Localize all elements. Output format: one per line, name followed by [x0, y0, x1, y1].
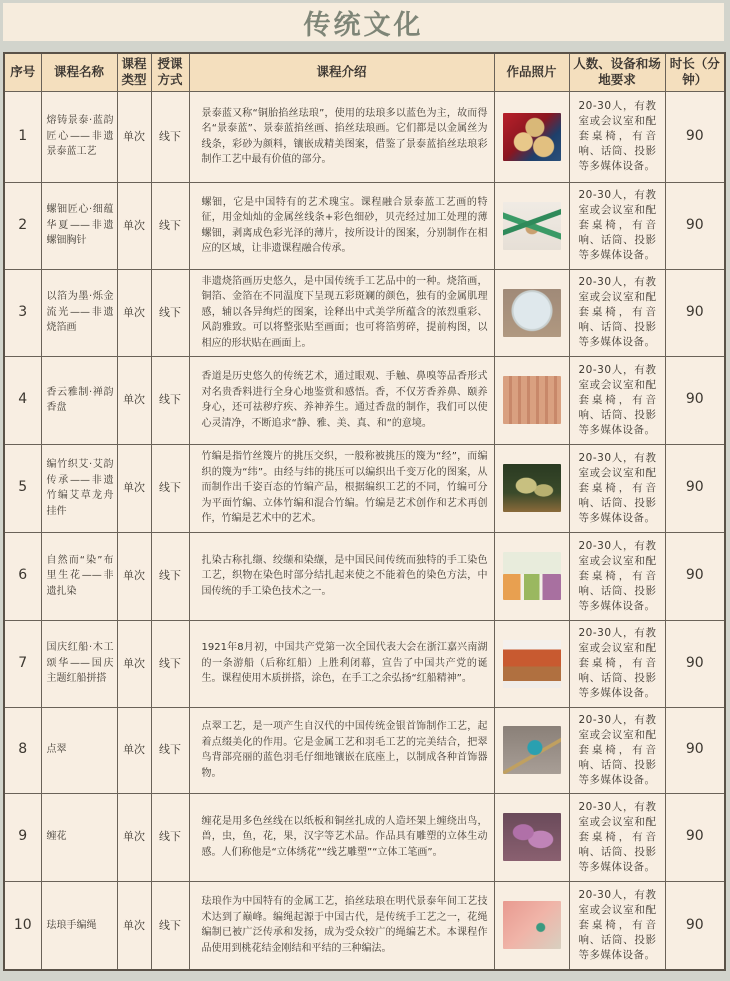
course-intro: 非遗烧箔画历史悠久，是中国传统手工艺品中的一种。烧箔画，铜箔、金箔在不同温度下呈现五彩斑斓的颜色，独有的金属肌理感，辅以各异绚烂的图案，诠释出中式美学所蕴含的浓烈重彩、风韵雅致。可以将整张贴至画面；也可将箔剪碎，提前构图，以相应的形状贴在画面上。	[189, 269, 494, 356]
course-intro: 1921年8月初，中国共产党第一次全国代表大会在浙江嘉兴南湖的一条游船（后称红船）上胜利闭幕，宣告了中国共产党的诞生。课程使用木质拼搭，涂色，在手工之余弘扬“红船精神”。	[189, 620, 494, 707]
header-index: 序号	[4, 53, 41, 91]
row-index: 10	[4, 881, 41, 970]
course-name: 珐琅手编绳	[41, 881, 117, 970]
course-type: 单次	[117, 532, 151, 620]
teaching-mode: 线下	[151, 91, 189, 182]
course-intro: 缠花是用多色丝线在以纸板和铜丝扎成的人造坯架上缠绕出鸟，兽，虫，鱼，花，果，汉字等艺术品。作品具有雕塑的立体生动感。人们称他是“立体绣花”“线艺雕塑”“立体工笔画”。	[189, 793, 494, 881]
silk-wrapped-flower-photo	[503, 813, 561, 861]
kingfisher-hairpin-photo	[503, 726, 561, 774]
course-intro: 竹编是指竹丝篾片的挑压交织，一般称被挑压的篾为“经”，而编织的篾为“纬”。由经与纬的挑压可以编织出千变万化的图案，从而制作出千姿百态的竹编产品，根据编织工艺的不同，竹编可分为平面竹编、立体竹编和混合竹编。竹编是艺术创作和艺术再创作，竹编是艺术中的艺术。	[189, 444, 494, 532]
work-photo-cell	[494, 881, 569, 970]
course-type: 单次	[117, 707, 151, 793]
teaching-mode: 线下	[151, 881, 189, 970]
duration: 90	[665, 269, 725, 356]
work-photo-cell	[494, 356, 569, 444]
course-name: 点翠	[41, 707, 117, 793]
work-photo-cell	[494, 182, 569, 269]
duration: 90	[665, 182, 725, 269]
table-row-6	[4, 532, 725, 620]
table-row-8	[4, 707, 725, 793]
row-index: 9	[4, 793, 41, 881]
row-index: 3	[4, 269, 41, 356]
requirements: 20-30人，有教室或会议室和配套桌椅，有音响、话筒、投影等多媒体设备。	[569, 356, 665, 444]
work-photo-cell	[494, 793, 569, 881]
duration: 90	[665, 881, 725, 970]
teaching-mode: 线下	[151, 793, 189, 881]
course-type: 单次	[117, 444, 151, 532]
header-mode: 授课方式	[151, 53, 189, 91]
requirements: 20-30人，有教室或会议室和配套桌椅，有音响、话筒、投影等多媒体设备。	[569, 707, 665, 793]
requirements: 20-30人，有教室或会议室和配套桌椅，有音响、话筒、投影等多媒体设备。	[569, 269, 665, 356]
tie-dye-samples-photo	[503, 552, 561, 600]
requirements: 20-30人，有教室或会议室和配套桌椅，有音响、话筒、投影等多媒体设备。	[569, 620, 665, 707]
table-row-5	[4, 444, 725, 532]
course-name: 以箔为墨·烁金流光——非遗烧箔画	[41, 269, 117, 356]
requirements: 20-30人，有教室或会议室和配套桌椅，有音响、话筒、投影等多媒体设备。	[569, 881, 665, 970]
course-intro: 扎染古称扎缬、绞缬和染缬，是中国民间传统而独特的手工染色工艺，织物在染色时部分结扎起来使之不能着色的染色方法，中国传统的手工染色技术之一。	[189, 532, 494, 620]
duration: 90	[665, 444, 725, 532]
title-banner	[3, 3, 724, 41]
course-name: 香云雅制·禅韵香盘	[41, 356, 117, 444]
course-name: 螺钿匠心·细蕴华夏——非遗螺钿胸针	[41, 182, 117, 269]
teaching-mode: 线下	[151, 356, 189, 444]
requirements: 20-30人，有教室或会议室和配套桌椅，有音响、话筒、投影等多媒体设备。	[569, 182, 665, 269]
teaching-mode: 线下	[151, 707, 189, 793]
work-photo-cell	[494, 707, 569, 793]
course-intro: 螺钿，它是中国特有的艺术瑰宝。课程融合景泰蓝工艺画的特征，用金灿灿的金属丝线条+彩色细砂，贝壳经过加工处理的薄螺钿，剥离成色彩光泽的薄片，按所设计的图案，分别制作在相应的区域，让非遗课程融合传承。	[189, 182, 494, 269]
teaching-mode: 线下	[151, 620, 189, 707]
table-row-4	[4, 356, 725, 444]
row-index: 6	[4, 532, 41, 620]
cloisonne-boxes-photo	[503, 113, 561, 161]
row-index: 5	[4, 444, 41, 532]
course-name: 编竹织艾·艾韵传承——非遗竹编艾草龙舟挂件	[41, 444, 117, 532]
course-type: 单次	[117, 356, 151, 444]
row-index: 7	[4, 620, 41, 707]
table-row-1	[4, 91, 725, 182]
row-index: 8	[4, 707, 41, 793]
work-photo-cell	[494, 532, 569, 620]
teaching-mode: 线下	[151, 532, 189, 620]
teaching-mode: 线下	[151, 269, 189, 356]
course-type: 单次	[117, 881, 151, 970]
duration: 90	[665, 707, 725, 793]
course-type: 单次	[117, 620, 151, 707]
table-row-7	[4, 620, 725, 707]
row-index: 1	[4, 91, 41, 182]
requirements: 20-30人，有教室或会议室和配套桌椅，有音响、话筒、投影等多媒体设备。	[569, 91, 665, 182]
course-name: 自然而“染”布里生花——非遗扎染	[41, 532, 117, 620]
header-intro: 课程介绍	[189, 53, 494, 91]
duration: 90	[665, 532, 725, 620]
duration: 90	[665, 793, 725, 881]
foil-painting-fan-photo	[503, 289, 561, 337]
teaching-mode: 线下	[151, 444, 189, 532]
table-row-3	[4, 269, 725, 356]
course-name: 缠花	[41, 793, 117, 881]
work-photo-cell	[494, 444, 569, 532]
course-type: 单次	[117, 269, 151, 356]
course-intro: 香道是历史悠久的传统艺术，通过眼观、手触、鼻嗅等品香形式对名贵香料进行全身心地鉴赏和感悟。香，不仅芳香养鼻、颐养身心，还可祛秽疗疾、养神养生。通过香盘的制作，我们可以使心灵清净，不断追求“静、雅、美、真、和”的意境。	[189, 356, 494, 444]
course-intro: 点翠工艺，是一项产生自汉代的中国传统金银首饰制作工艺，起着点缀美化的作用。它是金属工艺和羽毛工艺的完美结合，把翠鸟背部亮丽的蓝色羽毛仔细地镶嵌在底座上，以制成各种首饰器物。	[189, 707, 494, 793]
header-name: 课程名称	[41, 53, 117, 91]
header-type: 课程类型	[117, 53, 151, 91]
course-type: 单次	[117, 793, 151, 881]
row-index: 4	[4, 356, 41, 444]
course-name: 国庆红船·木工颂华——国庆主题红船拼搭	[41, 620, 117, 707]
work-photo-cell	[494, 269, 569, 356]
course-name: 熔铸景泰·蓝韵匠心——非遗景泰蓝工艺	[41, 91, 117, 182]
requirements: 20-30人，有教室或会议室和配套桌椅，有音响、话筒、投影等多媒体设备。	[569, 532, 665, 620]
course-type: 单次	[117, 182, 151, 269]
table-header-row	[4, 53, 725, 91]
course-table	[3, 52, 726, 971]
duration: 90	[665, 620, 725, 707]
row-index: 2	[4, 182, 41, 269]
requirements: 20-30人，有教室或会议室和配套桌椅，有音响、话筒、投影等多媒体设备。	[569, 444, 665, 532]
bamboo-dragon-boat-photo	[503, 464, 561, 512]
course-intro: 景泰蓝又称“铜胎掐丝珐琅”，使用的珐琅多以蓝色为主，故而得名“景泰蓝”、景泰蓝掐丝画、掐丝珐琅画。它们都是以金属丝为线条，彩砂为颜料，镶嵌成精美图案，借鉴了景泰蓝掐丝珐琅彩制作工艺中最有价值的部分。	[189, 91, 494, 182]
course-type: 单次	[117, 91, 151, 182]
course-intro: 珐琅作为中国特有的金属工艺，掐丝珐琅在明代景泰年间工艺技术达到了巅峰。编绳起源于中国古代，是传统手工艺之一，花绳编制已被广泛传承和发扬，成为受众较广的绳编艺术。本课程作品使用到桃花结金刚结和平结的三种编法。	[189, 881, 494, 970]
teaching-mode: 线下	[151, 182, 189, 269]
work-photo-cell	[494, 620, 569, 707]
header-duration: 时长（分钟）	[665, 53, 725, 91]
table-row-10	[4, 881, 725, 970]
requirements: 20-30人，有教室或会议室和配套桌椅，有音响、话筒、投影等多媒体设备。	[569, 793, 665, 881]
header-photo: 作品照片	[494, 53, 569, 91]
duration: 90	[665, 91, 725, 182]
table-row-2	[4, 182, 725, 269]
enamel-bracelet-photo	[503, 901, 561, 949]
table-row-9	[4, 793, 725, 881]
work-photo-cell	[494, 91, 569, 182]
red-boat-model-photo	[503, 640, 561, 688]
header-requirements: 人数、设备和场地要求	[569, 53, 665, 91]
mother-of-pearl-brooch-photo	[503, 202, 561, 250]
incense-plate-photo	[503, 376, 561, 424]
duration: 90	[665, 356, 725, 444]
page-title: 传统文化	[303, 9, 424, 41]
